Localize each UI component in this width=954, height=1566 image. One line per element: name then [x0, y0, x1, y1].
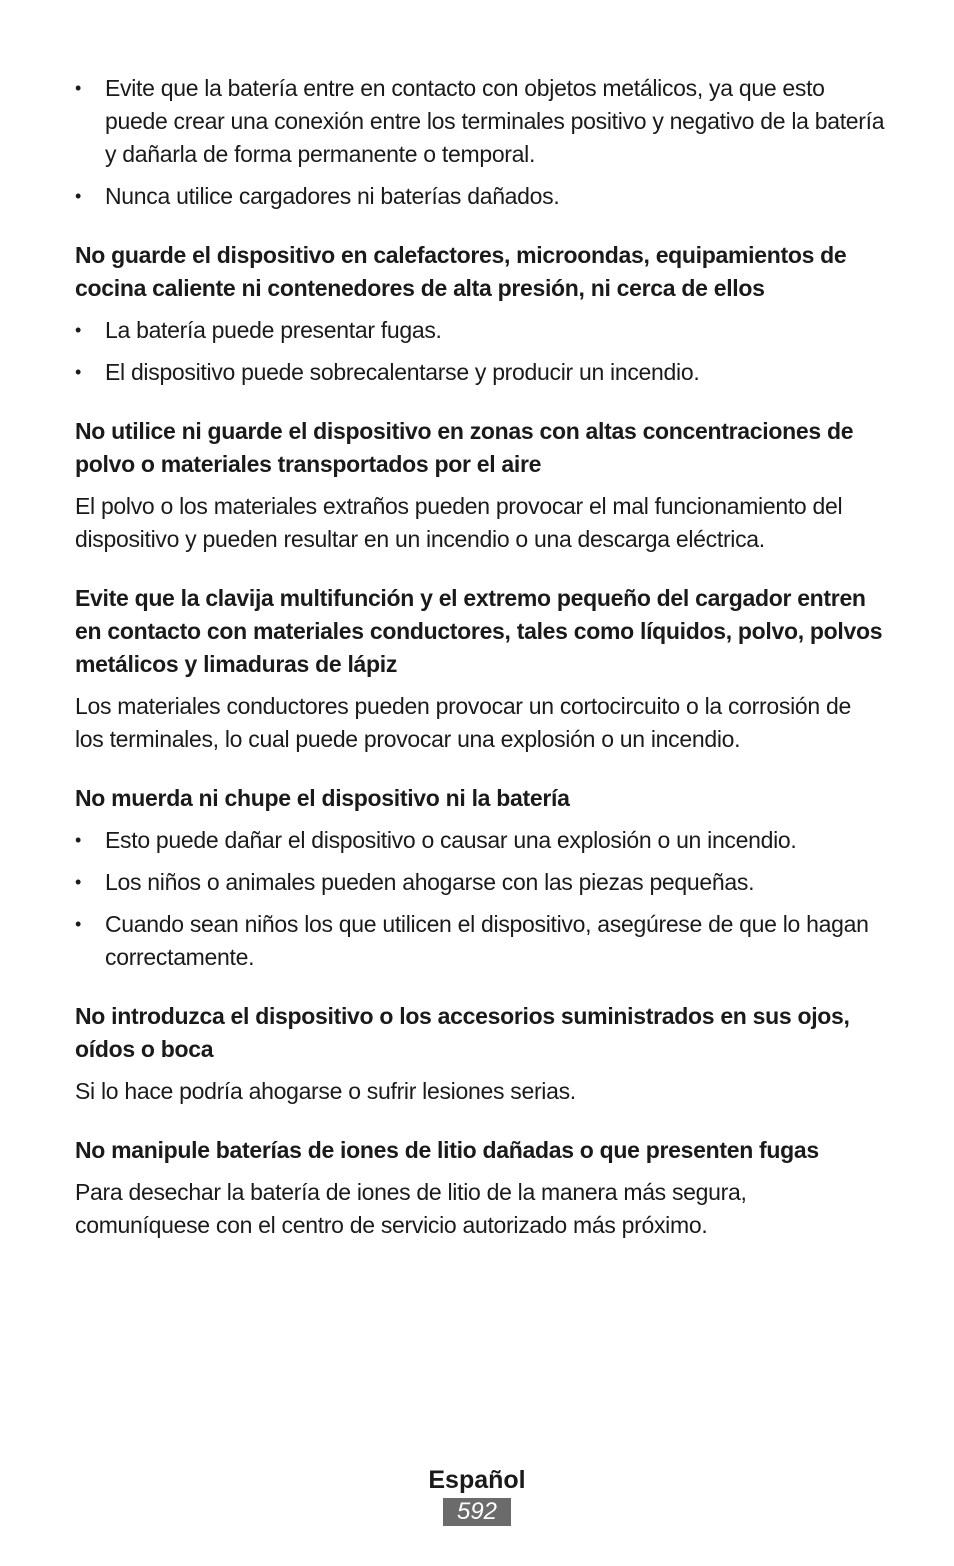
section-text-eyes-ears-mouth: Si lo hace podría ahogarse o sufrir lesiones serias.	[75, 1078, 576, 1104]
document-body	[75, 72, 885, 1251]
section-heading-conductive-materials: Evite que la clavija multifunción y el extremo pequeño del cargador entren en contacto con materiales conductores, tales como líquidos, polvo, polvos metálicos y limaduras de lápiz	[75, 585, 883, 677]
section-heading-dust: No utilice ni guarde el dispositivo en zonas con altas concentraciones de polvo o materiales transportados por el aire	[75, 418, 854, 477]
section-heading-bite: No muerda ni chupe el dispositivo ni la batería	[75, 785, 570, 811]
section-text-lithium-battery: Para desechar la batería de iones de litio de la manera más segura, comuníquese con el centro de servicio autorizado más próximo.	[75, 1179, 747, 1238]
section-heading-eyes-ears-mouth: No introduzca el dispositivo o los accesorios suministrados en sus ojos, oídos o boca	[75, 1003, 850, 1062]
list-item: • Nunca utilice cargadores ni baterías dañados.	[75, 180, 885, 213]
list-item: • Esto puede dañar el dispositivo o causar una explosión o un incendio.	[75, 824, 885, 857]
list-item: • Cuando sean niños los que utilicen el dispositivo, asegúrese de que lo hagan correctamente.	[75, 908, 885, 974]
list-item: • Evite que la batería entre en contacto con objetos metálicos, ya que esto puede crear una conexión entre los terminales positivo y negativo de la batería y dañarla de forma permanente o temporal.	[75, 72, 885, 171]
list-item: • Los niños o animales pueden ahogarse con las piezas pequeñas.	[75, 866, 885, 899]
section-text-dust: El polvo o los materiales extraños pueden provocar el mal funcionamiento del dispositivo y pueden resultar en un incendio o una descarga eléctrica.	[75, 493, 843, 552]
footer-language: Español	[428, 1466, 526, 1494]
section-heading-heat-sources: No guarde el dispositivo en calefactores, microondas, equipamientos de cocina caliente ni contenedores de alta presión, ni cerca de ellos	[75, 242, 847, 301]
bullet-list-heat-sources	[75, 314, 885, 389]
list-item: • El dispositivo puede sobrecalentarse y producir un incendio.	[75, 356, 885, 389]
bullet-list-bite	[75, 824, 885, 974]
page-footer	[0, 1464, 954, 1526]
page-number: 592	[443, 1498, 511, 1526]
bullet-list-battery-contact	[75, 72, 885, 213]
section-heading-lithium-battery: No manipule baterías de iones de litio dañadas o que presenten fugas	[75, 1137, 819, 1163]
list-item: • La batería puede presentar fugas.	[75, 314, 885, 347]
section-text-conductive-materials: Los materiales conductores pueden provocar un cortocircuito o la corrosión de los terminales, lo cual puede provocar una explosión o un incendio.	[75, 693, 851, 752]
